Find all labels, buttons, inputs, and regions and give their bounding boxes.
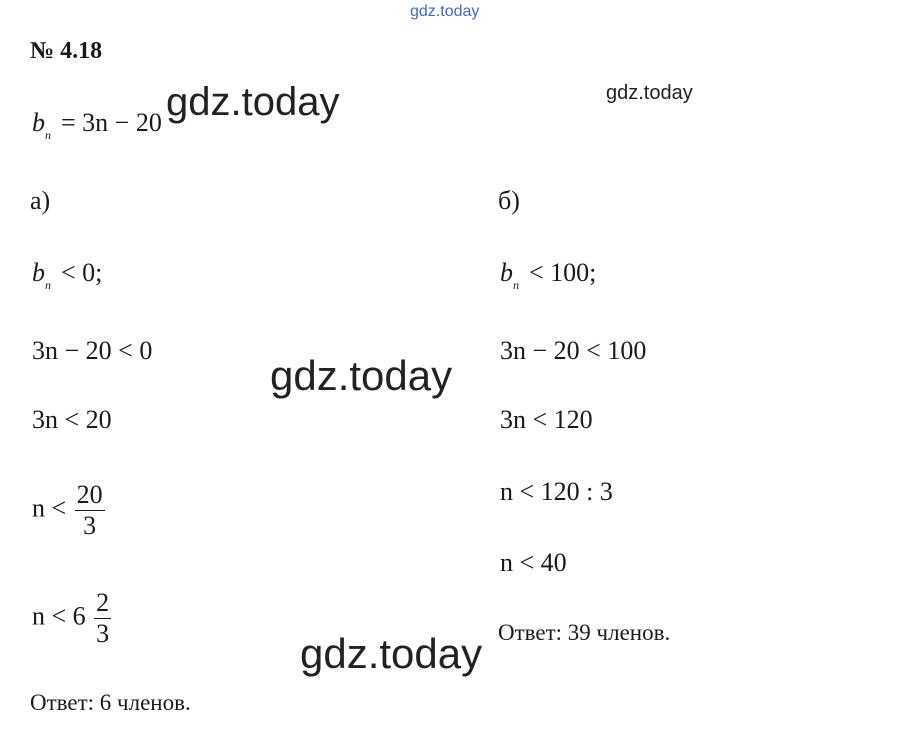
part-b-answer: Ответ: 39 членов. <box>498 620 671 645</box>
part-a-line-1-var: b <box>32 258 45 287</box>
fraction-numerator: 2 <box>96 588 110 617</box>
part-b-line-1-rest: < 100; <box>529 258 597 287</box>
part-a-line-1-subscript: n <box>45 278 51 292</box>
task-formula <box>32 108 162 142</box>
watermark-header-large: gdz.today <box>166 80 340 124</box>
watermark-header-right: gdz.today <box>606 82 693 104</box>
part-b-line-4: n < 120 : 3 <box>500 477 613 506</box>
fraction-denominator: 3 <box>83 511 97 540</box>
part-b-line-1 <box>500 258 597 292</box>
part-a-line-2: 3n − 20 < 0 <box>32 336 153 365</box>
watermark-middle: gdz.today <box>270 352 453 399</box>
part-b-line-2: 3n − 20 < 100 <box>500 336 647 365</box>
part-b-line-3: 3n < 120 <box>500 405 593 434</box>
part-a-label: а) <box>30 186 51 215</box>
part-a-line-4-prefix: n < <box>32 493 67 523</box>
part-b-line-1-subscript: n <box>513 278 519 292</box>
formula-var: b <box>32 108 45 137</box>
part-a-line-1 <box>32 258 103 292</box>
part-a-answer: Ответ: 6 членов. <box>30 690 191 715</box>
part-a-fraction-2-3 <box>94 588 111 649</box>
part-a-line-5 <box>32 588 111 649</box>
fraction-numerator: 20 <box>76 480 103 509</box>
part-a-line-3: 3n < 20 <box>32 405 112 434</box>
part-a-line-5-prefix: n < 6 <box>32 601 86 631</box>
formula-rhs: = 3n − 20 <box>61 108 162 137</box>
part-a-line-4 <box>32 480 105 541</box>
part-a-fraction-20-3 <box>75 480 105 541</box>
watermark-top: gdz.today <box>410 3 480 20</box>
part-a-line-1-rest: < 0; <box>61 258 103 287</box>
fraction-denominator: 3 <box>96 619 110 648</box>
part-b-line-5: n < 40 <box>500 548 567 577</box>
formula-subscript: n <box>45 128 51 142</box>
task-number: № 4.18 <box>30 38 103 64</box>
watermark-bottom: gdz.today <box>300 630 483 677</box>
part-b-label: б) <box>498 186 520 215</box>
part-b-line-1-var: b <box>500 258 513 287</box>
